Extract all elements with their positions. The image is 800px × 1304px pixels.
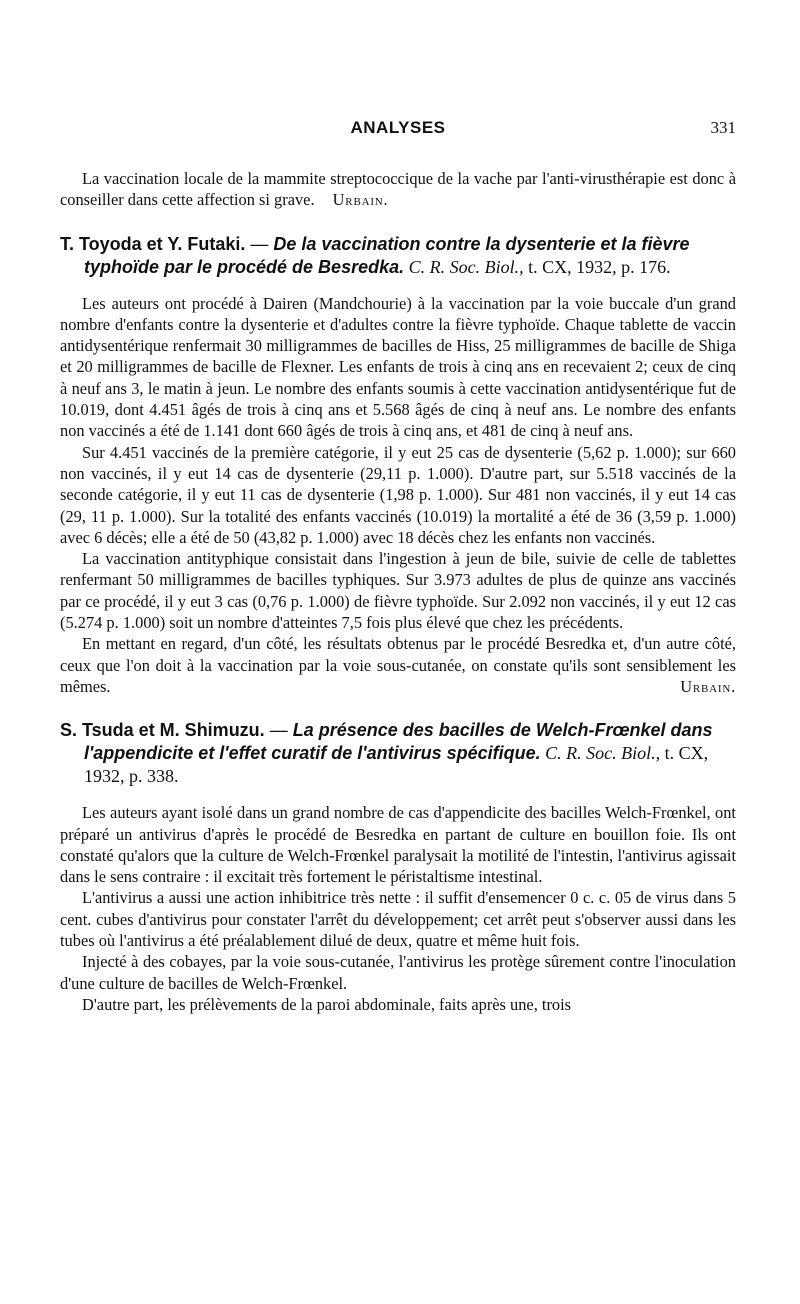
article2-volume: t. CX, 1932, p. 338. — [84, 743, 709, 787]
article1-heading — [60, 233, 736, 279]
article1-dash: — — [245, 233, 274, 254]
intro-text: La vaccination locale de la mammite streptococcique de la vache par l'anti-virusthérapie est donc à conseiller dans cette affection si grave. — [60, 169, 736, 210]
journal-page — [60, 118, 736, 1015]
article2-paragraph-4: D'autre part, les prélèvements de la paroi abdominale, faits après une, trois — [82, 994, 572, 1014]
article2-paragraph-2: L'antivirus a aussi une action inhibitrice très nette : il suffit d'ensemencer 0 c. c. 05 de virus dans 5 cent. cubes d'antivirus pour constater l'arrêt du développement; cet arrêt peut s'observer aussi dans les tubes où l'antivirus a été préalablement dilué de deux, quatre et même huit fois. — [60, 888, 736, 951]
article1-last-text: En mettant en regard, d'un côté, les résultats obtenus par le procédé Besredka et, d'un autre côté, ceux que l'on doit à la vaccination par la voie sous-cutanée, on constate qu'ils sont sensiblement les mêmes. — [60, 634, 736, 696]
article1-paragraph-3: La vaccination antityphique consistait dans l'ingestion à jeun de bile, suivie de celle de tablettes renfermant 50 milligrammes de bacilles typhiques. Sur 3.973 adultes de plus de quinze ans vaccinés par ce procédé, il y eut 3 cas (0,76 p. 1.000) de fièvre typhoïde. Sur 2.092 non vaccinés, il y eut 12 cas (5.274 p. 1.000) soit un nombre d'atteintes 7,5 fois plus élevé que chez les précédents. — [60, 549, 736, 633]
article1-authors: T. Toyoda et Y. Futaki. — [60, 233, 246, 254]
page-number: 331 — [710, 118, 736, 137]
intro-paragraph — [60, 168, 736, 211]
article2-dash: — — [264, 720, 293, 741]
article2-paragraph-3: Injecté à des cobayes, par la voie sous-cutanée, l'antivirus les protège sûrement contre l'inoculation d'une culture de bacilles de Welch-Frœnkel. — [60, 952, 736, 993]
article1-signature: Urbain. — [680, 676, 736, 696]
running-title: ANALYSES — [350, 118, 446, 137]
article2-paragraph-1: Les auteurs ayant isolé dans un grand nombre de cas d'appendicite des bacilles Welch-Frœnkel, ont préparé un antivirus d'après le procédé de Besredka en partant de culture en bouillon foie. Ils ont constaté qu'alors que la culture de Welch-Frœnkel paralysait la motilité de l'intestin, l'antivirus agissait dans le sens contraire : il excitait très fortement le péristaltisme intestinal. — [60, 803, 736, 887]
article2-authors: S. Tsuda et M. Shimuzu. — [60, 720, 265, 741]
article1-paragraph-4 — [60, 633, 736, 697]
article1-paragraph-2: Sur 4.451 vaccinés de la première catégorie, il y eut 25 cas de dysenterie (5,62 p. 1.000); sur 660 non vaccinés, il y eut 14 cas de dysenterie (29,11 p. 1.000). D'autre part, sur 5.518 vaccinés de la seconde catégorie, il y eut 11 cas de dysenterie (1,98 p. 1.000). Sur 481 non vaccinés, il y eut 14 cas (29, 11 p. 1.000). Sur la totalité des enfants vaccinés (10.019) la mortalité a été de 36 (3,59 p. 1.000) avec 6 décès; elle a été de 50 (43,82 p. 1.000) avec 18 décès chez les enfants non vaccinés. — [60, 442, 736, 547]
intro-signature: Urbain. — [332, 190, 389, 210]
article1-title: De la vaccination contre la dysenterie et la fièvre typhoïde par le procédé de Besredka. — [84, 233, 690, 277]
article1-volume: t. CX, 1932, p. 176. — [523, 256, 671, 277]
article2-body — [60, 802, 736, 1015]
article1-body — [60, 293, 736, 698]
article2-ref: C. R. Soc. Biol., — [540, 743, 661, 764]
article2-title: La présence des bacilles de Welch-Frœnkel dans l'appendicite et l'effet curatif de l'antivirus spécifique. — [84, 720, 713, 764]
article1-paragraph-1: Les auteurs ont procédé à Dairen (Mandchourie) à la vaccination par la voie buccale d'un grand nombre d'enfants contre la dysenterie et d'adultes contre la fièvre typhoïde. Chaque tablette de vaccin antidysentérique renfermait 30 milligrammes de bacilles de Hiss, 25 milligrammes de bacille de Shiga et 20 milligrammes de bacille de Flexner. Les enfants de trois à cinq ans en recevaient 2; ceux de cinq à neuf ans 3, le matin à jeun. Le nombre des enfants soumis à cette vaccination antidysentérique fut de 10.019, dont 4.451 âgés de trois à cinq ans et 5.568 âgés de cinq à neuf ans. Le nombre des enfants non vaccinés a été de 1.141 dont 660 âgés de trois à cinq ans, et 481 de cinq à neuf ans. — [60, 293, 736, 441]
article2-heading — [60, 719, 736, 788]
running-head — [60, 118, 736, 148]
article1-ref: C. R. Soc. Biol., — [404, 256, 524, 277]
